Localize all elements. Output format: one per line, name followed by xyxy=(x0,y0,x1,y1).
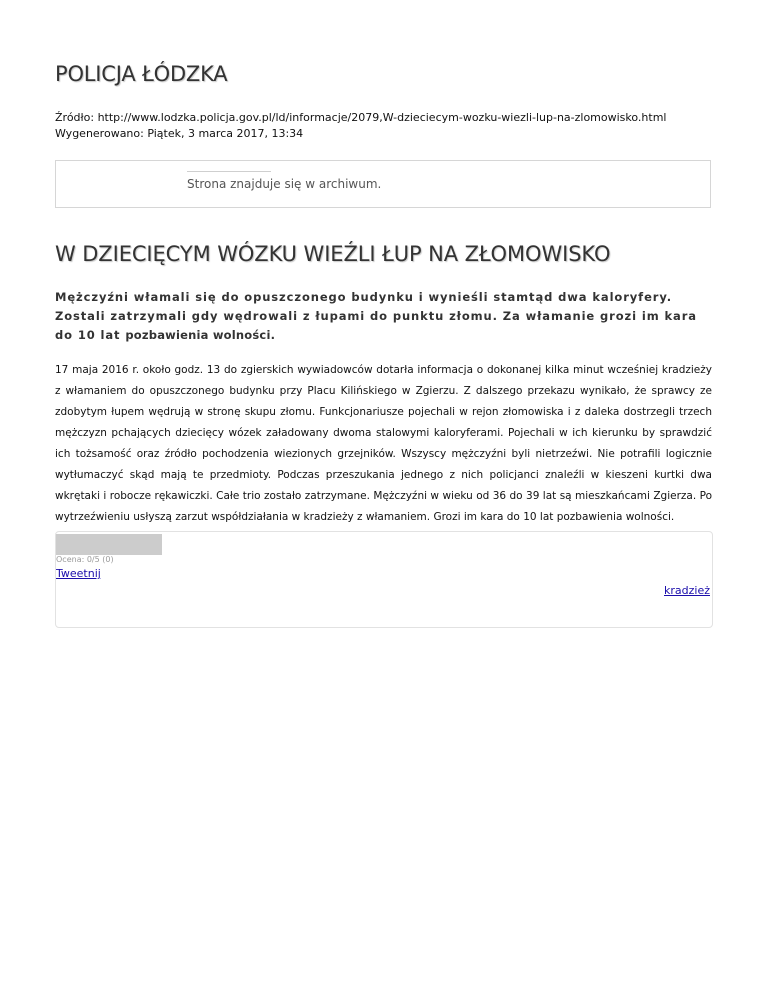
page-meta xyxy=(55,110,666,142)
source-url: Źródło: http://www.lodzka.policja.gov.pl/ld/informacje/2079,W-dzieciecym-wozku-wiezli-lup-na-zlomowisko.html xyxy=(55,111,667,124)
article-lead-main: Mężczyźni włamali się do opuszczonego budynku i wynieśli stamtąd dwa kaloryfery. Zostali zatrzymali gdy wędrowali z łupami do punktu złomu. Za włamanie grozi im kara do 10 lat xyxy=(55,290,697,342)
rating-stars[interactable] xyxy=(56,534,162,555)
tag-link-kradziez[interactable]: kradzież xyxy=(664,584,710,597)
rating-text: Ocena: 0/5 (0) xyxy=(56,555,114,564)
article-lead-end: pozbawienia wolności. xyxy=(125,328,276,342)
article-footer xyxy=(55,531,713,628)
article-body: 17 maja 2016 r. około godz. 13 do zgierskich wywiadowców dotarła informacja o dokonanej kilka minut wcześniej kradzieży z włamaniem do opuszczonego budynku przy Placu Kilińskiego w Zgierzu. Z dalszego przekazu wynikało, że sprawcy ze zdobytym łupem wędrują w stronę skupu złomu. Funkcjonariusze pojechali w rejon złomowiska i z daleka dostrzegli trzech mężczyzn pchających dziecięcy wózek załadowany dwoma stalowymi kaloryferami. Pojechali w ich kierunku by sprawdzić ich tożsamość oraz źródło pochodzenia wiezionych grzejników. Wszyscy mężczyźni byli nietrzeźwi. Nie potrafili logicznie wytłumaczyć skąd mają te przedmioty. Podczas przeszukania jednego z nich policjanci znaleźli w kieszeni kurtki dwa wkrętaki i robocze rękawiczki. Całe trio zostało zatrzymane. Mężczyźni w wieku od 36 do 39 lat są mieszkańcami Zgierza. Po wytrzeźwieniu usłyszą zarzut współdziałania w kradzieży z włamaniem. Grozi im kara do 10 lat pozbawienia wolności. xyxy=(55,364,712,523)
archive-divider xyxy=(187,171,271,172)
tweet-link[interactable]: Tweetnij xyxy=(56,567,101,580)
article-lead xyxy=(55,288,712,345)
archive-notice-text: Strona znajduje się w archiwum. xyxy=(187,177,382,191)
article-title: W DZIECIĘCYM WÓZKU WIEŹLI ŁUP NA ZŁOMOWISKO xyxy=(55,242,611,266)
generated-date: Wygenerowano: Piątek, 3 marca 2017, 13:34 xyxy=(55,127,304,140)
archive-notice-box xyxy=(55,160,711,208)
site-title: POLICJA ŁÓDZKA xyxy=(55,62,228,86)
